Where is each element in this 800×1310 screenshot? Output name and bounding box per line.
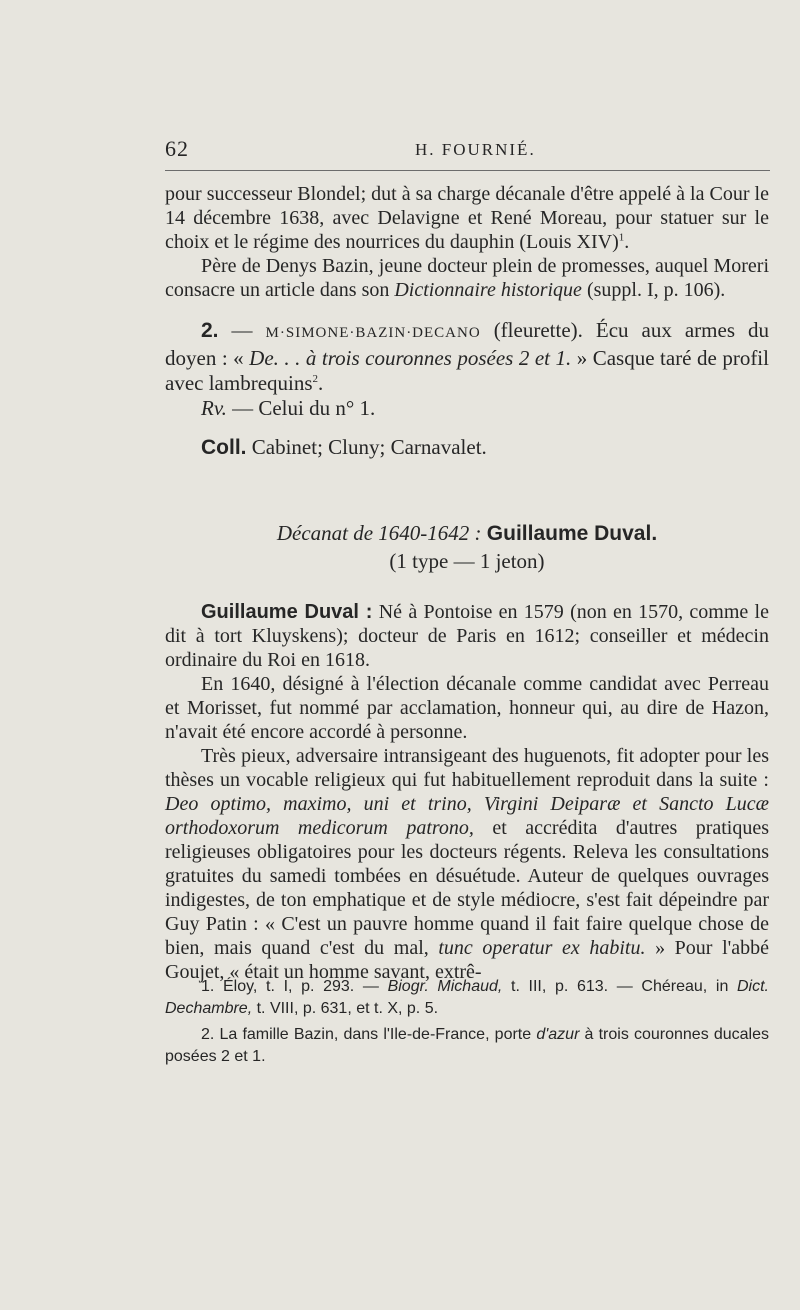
section-title — [165, 519, 769, 548]
running-head: H. FOURNIÉ. — [415, 140, 536, 159]
duval-text-1: Né à Pontoise en 1579 (non en 1570, comme le dit à tort Kluyskens); docteur de Paris en 1612; conseiller et médecin ordinaire du Roi en 1618. — [165, 601, 769, 671]
reverse-label: Rv. — [201, 396, 227, 420]
entry-2-description — [165, 318, 769, 396]
intro-text-2-end: (suppl. I, p. 106). — [581, 279, 726, 301]
latin-quote: tunc operatur ex habitu. — [438, 937, 646, 959]
footnote-ref-2: 2 — [312, 373, 319, 385]
header-rule — [165, 170, 770, 171]
footnote-1-text-b: t. III, p. 613. — Chéreau, in — [502, 978, 737, 995]
duval-text-3c: » Pour l'abbé Goujet, « était un homme savant, extrê- — [165, 937, 769, 983]
dictionary-title: Dictionnaire historique — [394, 279, 582, 301]
page-number: 62 — [165, 136, 189, 161]
reverse-text: — Celui du n° 1. — [226, 396, 376, 420]
blazon-text: De. . . à trois couronnes posées 2 et 1. — [249, 346, 572, 370]
latin-formula: Deo optimo, maximo, uni et trino, Virgini Deiparæ et Sancto Lucæ orthodoxorum medicorum patrono, — [165, 793, 769, 839]
entry-number: 2. — [201, 319, 219, 342]
entry-2-block — [165, 318, 769, 460]
duval-paragraph-1 — [165, 600, 769, 672]
intro-paragraph-1 — [165, 182, 769, 254]
collection-text: Cabinet; Cluny; Carnavalet. — [246, 435, 487, 459]
duval-paragraph-3 — [165, 744, 769, 984]
footnote-2-azur: d'azur — [536, 1026, 580, 1043]
footnote-ref-1: 1 — [618, 231, 625, 244]
section-subtitle — [165, 547, 769, 575]
footnote-2 — [165, 1024, 769, 1068]
section-title-italic: Décanat de 1640-1642 : — [276, 521, 487, 545]
intro-text-1: pour successeur Blondel; dut à sa charge décanale d'être appelé à la Cour le 14 décembre 1638, avec Delavigne et René Moreau, pour statuer sur le choix et le régime des nourrices du dauphin (Louis XIV) — [165, 183, 769, 253]
footnote-1 — [165, 976, 769, 1020]
footnote-1-dict: Dict. Dechambre, — [165, 978, 769, 1017]
intro-text-1-end: . — [624, 231, 630, 253]
section-title-name: Guillaume Duval. — [486, 522, 658, 545]
footnote-1-text: 1. Éloy, t. I, p. 293. — — [201, 978, 388, 995]
coin-legend: M·SIMONE·BAZIN·DECANO — [265, 325, 481, 341]
entry-period: . — [318, 371, 324, 395]
intro-text-2: Père de Denys Bazin, jeune docteur plein de promesses, auquel Moreri consacre un article dans son — [165, 255, 769, 301]
footnote-1-text-c: t. VIII, p. 631, et t. X, p. 5. — [252, 1000, 439, 1017]
reverse-line — [165, 396, 769, 421]
entry-text-end: » Casque taré de profil avec lambrequins — [165, 346, 769, 395]
duval-text-2: En 1640, désigné à l'élection décanale comme candidat avec Perreau et Morisset, fut nommé par acclamation, honneur qui, au dire de Hazon, n'avait été encore accordé à personne. — [165, 673, 769, 743]
intro-paragraph-2 — [165, 254, 769, 302]
duval-text-3b: et accrédita d'autres pratiques religieuses obligatoires pour les docteurs régents. Releva les consultations gratuites du samedi tombées en désuétude. Auteur de quelques ouvrages indigestes, de ton emphatique et de style médiocre, s'est fait dépeindre par Guy Patin : « C'est un pauvre homme quand il fait faire quelque chose de bien, mais quand c'est du mal, — [165, 817, 769, 959]
collection-line — [165, 435, 769, 460]
duval-paragraph-2 — [165, 672, 769, 744]
footnote-2-text-b: à trois couronnes ducales posées 2 et 1. — [165, 1026, 770, 1065]
footnotes — [165, 976, 769, 1072]
duval-name-label: Guillaume Duval : — [201, 601, 373, 623]
footnote-2-text: 2. La famille Bazin, dans l'Ile-de-France, porte — [201, 1026, 537, 1043]
duval-biography — [165, 600, 769, 984]
page-header — [165, 136, 770, 166]
intro-block — [165, 182, 769, 302]
entry-dash: — — [218, 318, 266, 342]
entry-text: (fleurette). Écu aux armes du doyen : « — [165, 318, 769, 370]
section-subtitle-text: (1 type — 1 jeton) — [389, 549, 545, 573]
footnote-1-biogr: Biogr. Michaud, — [387, 978, 503, 995]
collection-label: Coll. — [201, 436, 247, 459]
duval-text-3a: Très pieux, adversaire intransigeant des huguenots, fit adopter pour les thèses un vocable religieux qui fut habituellement reproduit dans la suite : — [165, 745, 769, 791]
